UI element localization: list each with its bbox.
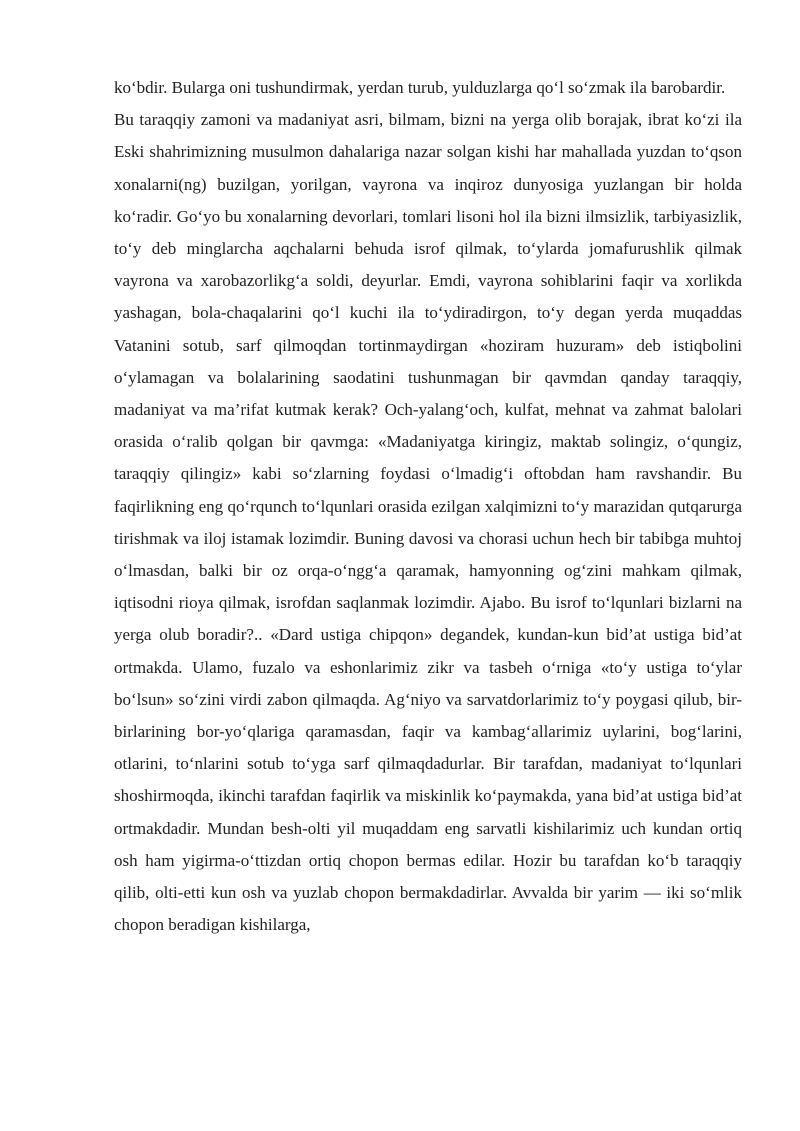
document-page (114, 72, 742, 941)
paragraph-continuation: ko‘bdir. Bularga oni tushundirmak, yerdan turub, yulduzlarga qo‘l so‘zmak ila barobardir. (114, 78, 726, 97)
paragraph-main: Bu taraqqiy zamoni va madaniyat asri, bilmam, bizni na yerga olib borajak, ibrat ko‘zi ila Eski shahrimizning musulmon dahalariga nazar solgan kishi har mahallada yuzdan to‘qson xonalarni(ng) buzilgan, yorilgan, vayrona va inqiroz dunyosiga yuzlangan bir holda ko‘radir. Go‘yo bu xonalarning devorlari, tomlari lisoni hol ila bizni ilmsizlik, tarbiyasizlik, to‘y deb minglarcha aqchalarni behuda isrof qilmak, to‘ylarda jomafurushlik qilmak vayrona va xarobazorlikg‘a soldi, deyurlar. Emdi, vayrona sohiblarini faqir va xorlikda yashagan, bola-chaqalarini qo‘l kuchi ila to‘ydiradirgon, to‘y degan yerda muqaddas Vatanini sotub, sarf qilmoqdan tortinmaydirgan «hoziram huzuram» deb istiqbolini o‘ylamagan va bolalarining saodatini tushunmagan bir qavmdan qanday taraqqiy, madaniyat va ma’rifat kutmak kerak? Och-yalang‘och, kulfat, mehnat va zahmat balolari orasida o‘ralib qolgan bir qavmga: «Madaniyatga kiringiz, maktab solingiz, o‘qungiz, taraqqiy qilingiz» kabi so‘zlarning foydasi o‘lmadig‘i oftobdan ham ravshandir. Bu faqirlikning eng qo‘rqunch to‘lqunlari orasida ezilgan xalqimizni to‘y marazidan qutqarurga tirishmak va iloj istamak lozimdir. Buning davosi va chorasi uchun hech bir tabibga muhtoj o‘lmasdan, balki bir oz orqa-o‘ngg‘a qaramak, hamyonning og‘zini mahkam qilmak, iqtisodni rioya qilmak, isrofdan saqlanmak lozimdir. Ajabo. Bu isrof to‘lqunlari bizlarni na yerga olub boradir?.. «Dard ustiga chipqon» degandek, kundan-kun bid’at ustiga bid’at ortmakda. Ulamo, fuzalo va eshonlarimiz zikr va tasbeh o‘rniga «to‘y ustiga to‘ylar bo‘lsun» so‘zini virdi zabon qilmaqda. Ag‘niyo va sarvatdorlarimiz to‘y poygasi qilub, bir-birlarining bor-yo‘qlariga qaramasdan, faqir va kambag‘allarimiz uylarini, bog‘larini, otlarini, to‘nlarini sotub to‘yga sarf qilmaqdadurlar. Bir tarafdan, madaniyat to‘lqunlari shoshirmoqda, ikinchi tarafdan faqirlik va miskinlik ko‘paymakda, yana bid’at ustiga bid’at ortmakdadir. Mundan besh-olti yil muqaddam eng sarvatli kishilarimiz uch kundan ortiq osh ham yigirma-o‘ttizdan ortiq chopon bermas edilar. Hozir bu tarafdan ko‘b taraqqiy qilib, olti-etti kun osh va yuzlab chopon bermakdadirlar. Avvalda bir yarim — iki so‘mlik chopon beradigan kishilarga, (114, 110, 742, 935)
